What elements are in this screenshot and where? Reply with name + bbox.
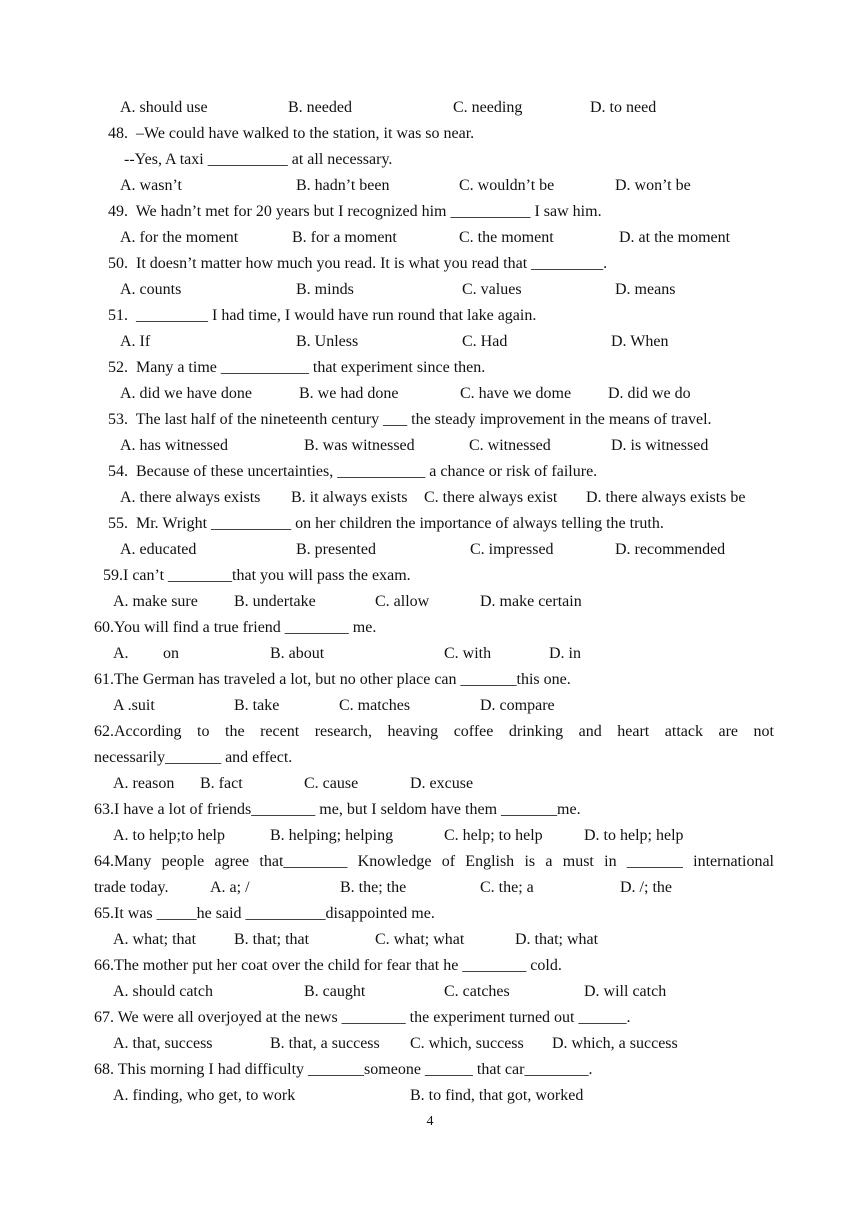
question-line <box>0 251 860 277</box>
option-d: D. When <box>611 333 669 350</box>
option-b: B. the; the <box>340 879 407 896</box>
option-b: B. about <box>270 645 325 662</box>
option-a: A. educated <box>120 541 197 558</box>
question-line <box>0 407 860 433</box>
option-b: B. that; that <box>234 931 310 948</box>
option-a-text: on <box>163 645 179 662</box>
option-b: B. presented <box>296 541 376 558</box>
option-c: C. there always exist <box>424 489 558 506</box>
option-b: B. caught <box>304 983 366 1000</box>
option-a: A. should use <box>120 99 208 116</box>
option-b: B. it always exists <box>291 489 408 506</box>
question-line <box>0 615 860 641</box>
question-text: 52. Many a time ___________ that experiment since then. <box>108 359 486 376</box>
question-text: 62.According to the recent research, heaving coffee drinking and heart attack are not <box>94 723 774 740</box>
option-a: A. to help;to help <box>113 827 225 844</box>
question-line <box>0 147 860 173</box>
question-text: --Yes, A taxi __________ at all necessary. <box>124 151 393 168</box>
question-line <box>0 1057 860 1083</box>
option-b: B. undertake <box>234 593 316 610</box>
option-d: D. is witnessed <box>611 437 709 454</box>
question-text: 48. –We could have walked to the station, it was so near. <box>108 125 475 142</box>
option-b: B. Unless <box>296 333 359 350</box>
option-d: D. at the moment <box>619 229 731 246</box>
option-a: A. a; / <box>210 879 250 896</box>
option-d: D. that; what <box>515 931 599 948</box>
option-a: A. has witnessed <box>120 437 228 454</box>
option-b: B. for a moment <box>292 229 397 246</box>
option-b: B. needed <box>288 99 352 116</box>
option-a: A. did we have done <box>120 385 252 402</box>
option-a: A. reason <box>113 775 175 792</box>
question-text: 50. It doesn’t matter how much you read. It is what you read that _________. <box>108 255 608 272</box>
options-line <box>0 693 860 719</box>
question-text: trade today. <box>94 879 169 896</box>
option-c: C. have we dome <box>460 385 572 402</box>
options-line <box>0 1083 860 1109</box>
options-line <box>0 381 860 407</box>
option-b: B. helping; helping <box>270 827 394 844</box>
question-line <box>0 121 860 147</box>
option-d: D. compare <box>480 697 555 714</box>
question-line <box>0 797 860 823</box>
question-line <box>0 745 860 771</box>
options-line <box>0 485 860 511</box>
question-line <box>0 355 860 381</box>
option-c: C. help; to help <box>444 827 543 844</box>
question-text: 65.It was _____he said __________disappointed me. <box>94 905 435 922</box>
option-a: A. counts <box>120 281 182 298</box>
page-number: 4 <box>426 1114 434 1129</box>
question-line <box>0 901 860 927</box>
option-c: C. the; a <box>480 879 534 896</box>
question-text: 54. Because of these uncertainties, ___________ a chance or risk of failure. <box>108 463 598 480</box>
option-b: B. take <box>234 697 280 714</box>
options-line <box>0 277 860 303</box>
option-d: D. recommended <box>615 541 726 558</box>
question-text: 66.The mother put her coat over the child for fear that he ________ cold. <box>94 957 562 974</box>
option-d: D. won’t be <box>615 177 691 194</box>
option-c: C. impressed <box>470 541 554 558</box>
option-b: B. to find, that got, worked <box>410 1087 584 1104</box>
option-d: D. in <box>549 645 581 662</box>
question-text: 51. _________ I had time, I would have run round that lake again. <box>108 307 537 324</box>
question-text: 59.I can’t ________that you will pass the exam. <box>103 567 411 584</box>
options-line <box>0 589 860 615</box>
options-line <box>0 225 860 251</box>
question-text: necessarily_______ and effect. <box>94 749 293 766</box>
option-a: A. what; that <box>113 931 197 948</box>
option-d: D. to need <box>590 99 657 116</box>
option-b: B. that, a success <box>270 1035 380 1052</box>
option-a: A. that, success <box>113 1035 213 1052</box>
option-a: A. there always exists <box>120 489 261 506</box>
options-line <box>0 641 860 667</box>
option-a: A. finding, who get, to work <box>113 1087 296 1104</box>
question-line <box>0 875 860 901</box>
options-line <box>0 537 860 563</box>
option-c: C. matches <box>339 697 411 714</box>
question-text: 53. The last half of the nineteenth century ___ the steady improvement in the means of travel. <box>108 411 712 428</box>
question-line <box>0 953 860 979</box>
option-d: D. excuse <box>410 775 474 792</box>
question-text: 55. Mr. Wright __________ on her children the importance of always telling the truth. <box>108 515 664 532</box>
option-b: B. was witnessed <box>304 437 415 454</box>
question-text: 64.Many people agree that________ Knowledge of English is a must in _______ international <box>94 853 774 870</box>
options-line <box>0 979 860 1005</box>
option-c: C. values <box>462 281 522 298</box>
options-line <box>0 771 860 797</box>
option-c: C. catches <box>444 983 510 1000</box>
option-c: C. with <box>444 645 492 662</box>
question-line <box>0 459 860 485</box>
option-d: D. which, a success <box>552 1035 678 1052</box>
option-d: D. make certain <box>480 593 582 610</box>
question-text: 63.I have a lot of friends________ me, but I seldom have them _______me. <box>94 801 581 818</box>
option-d: D. there always exists be <box>586 489 746 506</box>
option-a: A. <box>113 645 129 662</box>
option-a: A. make sure <box>113 593 198 610</box>
question-line <box>0 667 860 693</box>
option-c: C. cause <box>304 775 359 792</box>
option-a: A .suit <box>113 697 155 714</box>
question-text: 60.You will find a true friend ________ me. <box>94 619 377 636</box>
option-d: D. means <box>615 281 676 298</box>
options-line <box>0 433 860 459</box>
question-text: 61.The German has traveled a lot, but no other place can _______this one. <box>94 671 571 688</box>
option-d: D. did we do <box>608 385 691 402</box>
options-line <box>0 95 860 121</box>
question-line <box>0 199 860 225</box>
question-line <box>0 511 860 537</box>
option-b: B. fact <box>200 775 243 792</box>
option-c: C. which, success <box>410 1035 524 1052</box>
option-d: D. to help; help <box>584 827 684 844</box>
question-line <box>0 303 860 329</box>
question-line <box>0 563 860 589</box>
option-c: C. the moment <box>459 229 554 246</box>
option-d: D. will catch <box>584 983 667 1000</box>
option-a: A. for the moment <box>120 229 239 246</box>
option-c: C. needing <box>453 99 523 116</box>
option-d: D. /; the <box>620 879 672 896</box>
option-b: B. we had done <box>299 385 399 402</box>
options-line <box>0 173 860 199</box>
option-c: C. what; what <box>375 931 465 948</box>
question-text: 49. We hadn’t met for 20 years but I recognized him __________ I saw him. <box>108 203 602 220</box>
options-line <box>0 1031 860 1057</box>
option-b: B. minds <box>296 281 354 298</box>
option-c: C. wouldn’t be <box>459 177 555 194</box>
options-line <box>0 927 860 953</box>
option-a: A. wasn’t <box>120 177 182 194</box>
option-c: C. Had <box>462 333 508 350</box>
option-b: B. hadn’t been <box>296 177 390 194</box>
option-a: A. should catch <box>113 983 213 1000</box>
question-text: 68. This morning I had difficulty _______someone ______ that car________. <box>94 1061 593 1078</box>
option-c: C. witnessed <box>469 437 551 454</box>
option-a: A. If <box>120 333 151 350</box>
options-line <box>0 329 860 355</box>
option-c: C. allow <box>375 593 430 610</box>
options-line <box>0 823 860 849</box>
question-text: 67. We were all overjoyed at the news ________ the experiment turned out ______. <box>94 1009 631 1026</box>
question-line <box>0 1005 860 1031</box>
